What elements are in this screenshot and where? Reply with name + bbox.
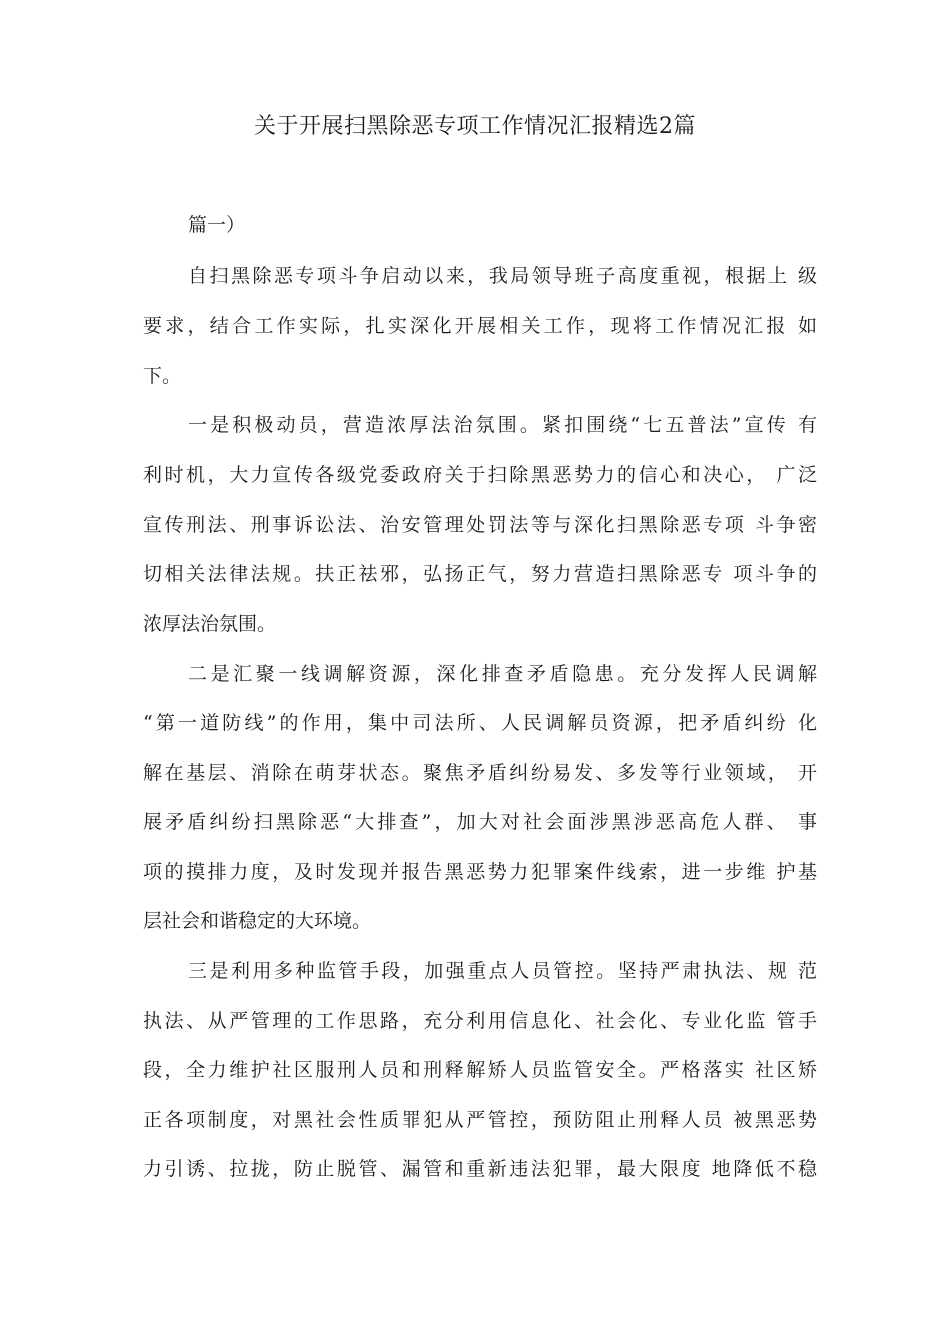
paragraph-line: 利时机，大力宣传各级党委政府关于扫除黑恶势力的信心和决心， 广泛 [143, 464, 817, 486]
paragraph-line: 正各项制度，对黑社会性质罪犯从严管控，预防阻止刑释人员 被黑恶势 [143, 1109, 817, 1131]
paragraph-line: “第一道防线”的作用，集中司法所、人民调解员资源，把矛盾纠纷 化 [143, 712, 817, 734]
paragraph-line: 一是积极动员，营造浓厚法治氛围。紧扣围绕“七五普法”宣传 有 [188, 414, 817, 436]
paragraph-line: 切相关法律法规。扶正祛邪，弘扬正气，努力营造扫黑除恶专 项斗争的 [143, 563, 817, 585]
paragraph-line: 宣传刑法、刑事诉讼法、治安管理处罚法等与深化扫黑除恶专项 斗争密 [143, 514, 817, 536]
paragraph-line: 解在基层、消除在萌芽状态。聚焦矛盾纠纷易发、多发等行业领域， 开 [143, 762, 817, 784]
paragraph-line: 力引诱、拉拢，防止脱管、漏管和重新违法犯罪，最大限度 地降低不稳 [143, 1158, 817, 1180]
paragraph-line: 展矛盾纠纷扫黑除恶“大排查”，加大对社会面涉黑涉恶高危人群、 事 [143, 811, 817, 833]
paragraph-line: 自扫黑除恶专项斗争启动以来，我局领导班子高度重视，根据上 级 [188, 265, 817, 287]
paragraph-line: 三是利用多种监管手段，加强重点人员管控。坚持严肃执法、规 范 [188, 960, 817, 982]
section-label: 篇一） [188, 214, 246, 236]
paragraph-line: 段，全力维护社区服刑人员和刑释解矫人员监管安全。严格落实 社区矫 [143, 1059, 817, 1081]
paragraph-line: 浓厚法治氛围。 [143, 613, 277, 635]
paragraph-line: 执法、从严管理的工作思路，充分利用信息化、社会化、专业化监 管手 [143, 1010, 817, 1032]
paragraph-line: 层社会和谐稳定的大环境。 [143, 910, 372, 932]
paragraph-line: 项的摸排力度，及时发现并报告黑恶势力犯罪案件线索，进一步维 护基 [143, 861, 817, 883]
document-title: 关于开展扫黑除恶专项工作情况汇报精选2篇 [254, 114, 696, 139]
paragraph-line: 下。 [143, 365, 182, 387]
paragraph-line: 二是汇聚一线调解资源，深化排查矛盾隐患。充分发挥人民调解 [188, 663, 817, 685]
paragraph-line: 要求，结合工作实际，扎实深化开展相关工作，现将工作情况汇报 如 [143, 315, 817, 337]
